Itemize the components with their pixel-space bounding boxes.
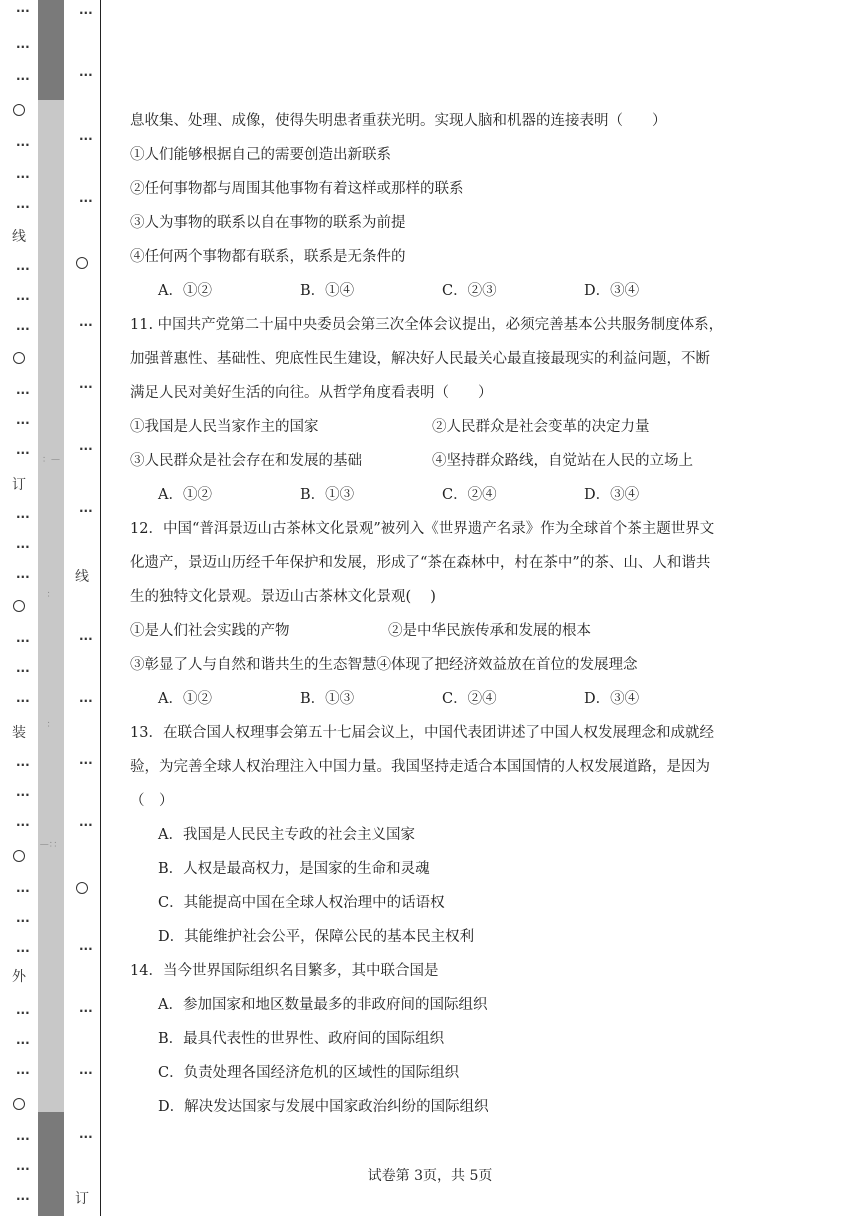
dot-column: ···	[79, 942, 93, 956]
dot-column: ···	[79, 380, 93, 394]
dot-column: ···	[79, 68, 93, 82]
option-a: A．①②	[158, 691, 212, 707]
q14-stem: 14．当今世界国际组织名目繁多，其中联合国是	[130, 963, 439, 979]
q13-choice-a: A．我国是人民民主专政的社会主义国家	[158, 827, 415, 843]
dot-column: ···	[16, 944, 30, 958]
dot-column: ···	[79, 504, 93, 518]
option-c: C．②③	[442, 283, 497, 299]
q11-statement: ③人民群众是社会存在和发展的基础	[130, 453, 362, 469]
dot-column: ···	[16, 138, 30, 152]
option-b: B．①③	[300, 691, 355, 707]
q14-choice-d: D．解决发达国家与发展中国家政治纠纷的国际组织	[158, 1099, 489, 1115]
dot-column: ···	[79, 132, 93, 146]
q11-statement: ①我国是人民当家作主的国家	[130, 419, 319, 435]
q13-stem: 验，为完善全球人权治理注入中国力量。我国坚持走适合本国国情的人权发展道路，是因为	[130, 759, 710, 775]
q11-stem: 加强普惠性、基础性、兜底性民生建设，解决好人民最关心最直接最现实的利益问题，不断	[130, 351, 710, 367]
dot-column: ···	[16, 634, 30, 648]
outer-binding-margin	[0, 0, 38, 1216]
binding-label-line: 线	[75, 569, 89, 585]
band-dark-bottom	[38, 1112, 64, 1216]
binding-label-ding: 订	[75, 1191, 89, 1207]
circle-mark	[0, 352, 38, 367]
circle-mark	[64, 257, 100, 272]
dot-column: ···	[79, 1130, 93, 1144]
option-d: D．③④	[584, 283, 640, 299]
q11-stem: 满足人民对美好生活的向往。从哲学角度看表明（ ）	[130, 385, 493, 401]
dot-column: ···	[16, 262, 30, 276]
page-footer: 试卷第 3页，共 5页	[367, 1168, 493, 1184]
dot-column: ···	[16, 446, 30, 460]
dot-column: ···	[16, 72, 30, 86]
exam-content	[130, 104, 736, 1124]
dot-column: ···	[16, 1066, 30, 1080]
q13-stem: 13．在联合国人权理事会第五十七届会议上，中国代表团讲述了中国人权发展理念和成就经	[130, 725, 714, 741]
dot-column: ···	[79, 1004, 93, 1018]
q12-statement-row	[130, 614, 736, 648]
dot-column: ···	[16, 664, 30, 678]
q13-choice-b: B．人权是最高权力，是国家的生命和灵魂	[158, 861, 430, 877]
dot-column: ···	[16, 4, 30, 18]
dot-column: ···	[16, 694, 30, 708]
dot-column: ···	[16, 570, 30, 584]
q13-stem: （ ）	[130, 793, 174, 809]
q10-statement: ①人们能够根据自己的需要创造出新联系	[130, 147, 391, 163]
q11-options	[130, 478, 736, 512]
dot-column: ···	[16, 200, 30, 214]
dot-column: ···	[16, 1036, 30, 1050]
option-c: C．②④	[442, 691, 497, 707]
dot-column: ···	[16, 170, 30, 184]
q12-statement: ②是中华民族传承和发展的根本	[388, 623, 591, 639]
q13-choice-d: D．其能维护社会公平，保障公民的基本民主权利	[158, 929, 475, 945]
option-b: B．①③	[300, 487, 355, 503]
circle-mark	[0, 850, 38, 865]
option-d: D．③④	[584, 487, 640, 503]
dot-column: ···	[16, 292, 30, 306]
dot-column: ···	[79, 442, 93, 456]
dot-column: ···	[16, 914, 30, 928]
binding-label-ding: 订	[12, 477, 26, 493]
q14-choice-a: A．参加国家和地区数量最多的非政府间的国际组织	[158, 997, 488, 1013]
option-c: C．②④	[442, 487, 497, 503]
dot-column: ···	[79, 632, 93, 646]
dot-column: ···	[16, 322, 30, 336]
dot-column: ···	[16, 1192, 30, 1206]
q12-stem: 化遗产，景迈山历经千年保护和发展，形成了“茶在森林中，村在茶中”的茶、山、人和谐共	[130, 555, 711, 571]
q11-stem: 11. 中国共产党第二十届中央委员会第三次全体会议提出，必须完善基本公共服务制度体系，	[130, 317, 724, 333]
dot-column: ···	[16, 758, 30, 772]
dot-column: ···	[16, 416, 30, 430]
q11-statement: ②人民群众是社会变革的决定力量	[432, 419, 650, 435]
q12-options	[130, 682, 736, 716]
q12-statement: ①是人们社会实践的产物	[130, 623, 290, 639]
dot-column: ···	[79, 318, 93, 332]
dot-column: ···	[16, 40, 30, 54]
binding-label-line: 线	[12, 229, 26, 245]
circle-mark	[0, 104, 38, 119]
dot-column: ···	[79, 1066, 93, 1080]
q13-choice-c: C．其能提高中国在全球人权治理中的话语权	[158, 895, 445, 911]
binding-label-wai: 外	[12, 969, 26, 985]
circle-mark	[64, 882, 100, 897]
band-faint-text: —：：	[39, 840, 63, 850]
dot-column: ···	[16, 884, 30, 898]
band-faint-text: ：	[46, 590, 56, 600]
q14-choice-b: B．最具代表性的世界性、政府间的国际组织	[158, 1031, 445, 1047]
dot-column: ···	[16, 510, 30, 524]
dot-column: ···	[16, 818, 30, 832]
binding-gray-band	[38, 0, 64, 1216]
dot-column: ···	[16, 788, 30, 802]
dot-column: ···	[79, 6, 93, 20]
q11-statement-row	[130, 444, 736, 478]
q12-stem: 生的独特文化景观。景迈山古茶林文化景观( )	[130, 589, 436, 605]
q12-statement: ③彰显了人与自然和谐共生的生态智慧④体现了把经济效益放在首位的发展理念	[130, 657, 638, 673]
dot-column: ···	[79, 818, 93, 832]
q12-stem: 12．中国“普洱景迈山古茶林文化景观”被列入《世界遗产名录》作为全球首个茶主题世界文	[130, 521, 715, 537]
q14-choice-c: C．负责处理各国经济危机的区域性的国际组织	[158, 1065, 460, 1081]
circle-mark	[0, 600, 38, 615]
dot-column: ···	[16, 540, 30, 554]
q11-statement: ④坚持群众路线，自觉站在人民的立场上	[432, 453, 693, 469]
band-faint-text: ：—	[41, 455, 60, 465]
circle-mark	[0, 1098, 38, 1113]
q10-options	[130, 274, 736, 308]
option-d: D．③④	[584, 691, 640, 707]
dot-column: ···	[79, 694, 93, 708]
binding-label-zhuang: 装	[12, 725, 26, 741]
q10-stem-end: 息收集、处理、成像，使得失明患者重获光明。实现人脑和机器的连接表明（ ）	[130, 113, 667, 129]
band-faint-text: ：	[46, 720, 56, 730]
dot-column: ···	[16, 1162, 30, 1176]
option-a: A．①②	[158, 283, 212, 299]
dot-column: ···	[16, 386, 30, 400]
dot-column: ···	[16, 1006, 30, 1020]
q10-statement: ③人为事物的联系以自在事物的联系为前提	[130, 215, 406, 231]
q10-statement: ④任何两个事物都有联系，联系是无条件的	[130, 249, 406, 265]
dot-column: ···	[79, 756, 93, 770]
inner-binding-margin	[64, 0, 101, 1216]
dot-column: ···	[16, 1132, 30, 1146]
option-b: B．①④	[300, 283, 355, 299]
q10-statement: ②任何事物都与周围其他事物有着这样或那样的联系	[130, 181, 464, 197]
option-a: A．①②	[158, 487, 212, 503]
q11-statement-row	[130, 410, 736, 444]
band-dark-top	[38, 0, 64, 100]
dot-column: ···	[79, 194, 93, 208]
